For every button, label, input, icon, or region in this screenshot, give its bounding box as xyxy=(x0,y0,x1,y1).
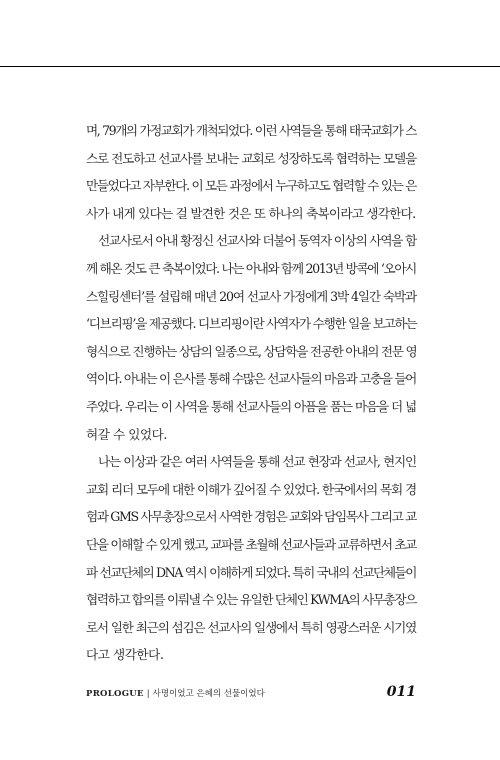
text-line: 협력하고 합의를 이뤄낼 수 있는 유일한 단체인 KWMA의 사무총장으 xyxy=(86,592,417,608)
page-number: 011 xyxy=(386,684,416,700)
running-head xyxy=(86,687,265,699)
text-line: 험과 GMS 사무총장으로서 사역한 경험은 교회와 담임목사 그리고 교 xyxy=(86,509,416,525)
text-line: 로서 일한 최근의 섬김은 선교사의 일생에서 특히 영광스러운 시기였 xyxy=(86,619,416,635)
running-head-title: 사명이었고 은혜의 선물이었다 xyxy=(152,689,265,699)
text-line: 스힐링센터’를 설립해 매년 20여 선교사 가정에게 3박 4일간 숙박과 xyxy=(86,288,416,304)
running-head-section: PROLOGUE xyxy=(86,689,144,699)
text-line: 스로 전도하고 선교사를 보내는 교회로 성장하도록 협력하는 모델을 xyxy=(86,150,416,166)
text-line: 주었다. 우리는 이 사역을 통해 선교사들의 아픔을 품는 마음을 더 넓 xyxy=(86,398,416,414)
body-text xyxy=(86,117,416,669)
text-line: 며, 79개의 가정교회가 개척되었다. 이런 사역들을 통해 태국교회가 스 xyxy=(86,123,416,138)
text-line: 역이다. 아내는 이 은사를 통해 수많은 선교사들의 마음과 고충을 들어 xyxy=(86,371,416,387)
text-line: 나는 이상과 같은 여러 사역들을 통해 선교 현장과 선교사, 현지인 xyxy=(98,454,416,470)
text-line: 선교사로서 아내 황정신 선교사와 더불어 동역자 이상의 사역을 함 xyxy=(98,233,416,249)
text-line: 혀갈 수 있었다. xyxy=(86,426,167,442)
page-footer xyxy=(86,685,416,703)
text-line: 형식으로 진행하는 상담의 일종으로, 상담학을 전공한 아내의 전문 영 xyxy=(86,343,417,359)
text-line: 다고 생각한다. xyxy=(86,647,164,663)
top-rule xyxy=(0,66,500,67)
running-head-separator: | xyxy=(146,689,150,699)
text-line: 단을 이해할 수 있게 했고, 교파를 초월해 선교사들과 교류하면서 초교 xyxy=(86,536,416,552)
text-line: 만들었다고 자부한다. 이 모든 과정에서 누구하고도 협력할 수 있는 은 xyxy=(86,178,416,194)
text-line: 사가 내게 있다는 걸 발견한 것은 또 하나의 축복이라고 생각한다. xyxy=(86,205,416,221)
text-line: 교회 리더 모두에 대한 이해가 깊어질 수 있었다. 한국에서의 목회 경 xyxy=(86,481,416,497)
text-line: 께 해온 것도 큰 축복이었다. 나는 아내와 함께 2013년 방콕에 ‘오아시 xyxy=(86,260,416,276)
text-line: ‘디브리핑’을 제공했다. 디브리핑이란 사역자가 수행한 일을 보고하는 xyxy=(86,316,417,332)
text-line: 파 선교단체의 DNA 역시 이해하게 되었다. 특히 국내의 선교단체들이 xyxy=(86,564,416,580)
